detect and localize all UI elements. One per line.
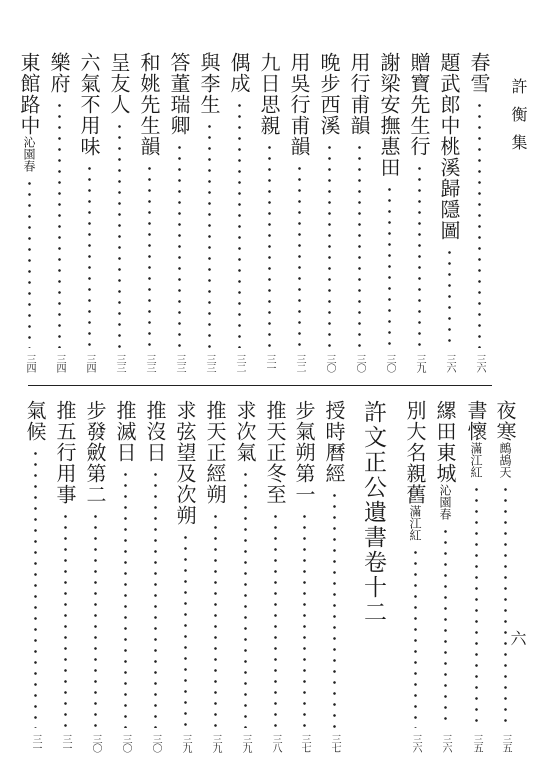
toc-entry-page: 三四 [24, 354, 35, 372]
dot-leader [328, 142, 331, 348]
dot-leader [184, 532, 187, 728]
dot-leader [444, 526, 447, 728]
toc-entry [262, 400, 288, 752]
toc-entry-title [321, 400, 347, 484]
toc-entry [402, 400, 428, 752]
toc-entry-page: 三四 [54, 354, 65, 372]
dot-leader [178, 142, 181, 348]
toc-entry [432, 400, 458, 752]
toc-entry-title-text: 求弦望及次朔 [173, 400, 197, 526]
toc-entry-page: 三〇 [90, 734, 101, 752]
toc-entry [202, 400, 228, 752]
toc-entry [76, 52, 102, 372]
toc-entry-title-text: 步氣朔第一 [292, 400, 316, 505]
toc-entry-title [196, 52, 222, 115]
toc-entry [346, 52, 372, 372]
toc-entry-title-text: 九日思親 [257, 52, 281, 136]
toc-entry-title [256, 52, 282, 136]
toc-entry-title [463, 400, 489, 478]
toc-entry-title-text: 和姚先生韻 [137, 52, 161, 157]
toc-entry [376, 52, 402, 372]
toc-entry [406, 52, 432, 372]
dot-leader [88, 163, 91, 348]
toc-entry [46, 52, 72, 372]
toc-entry-title [436, 52, 462, 241]
toc-entry-page: 三〇 [120, 734, 131, 752]
toc-entry-title [316, 52, 342, 136]
toc-entry-title-text: 謝梁安撫惠田 [377, 52, 401, 178]
toc-entry [256, 52, 282, 372]
toc-entry-title-text: 答董瑞卿 [167, 52, 191, 136]
toc-entry-title-text: 夜寒 [493, 400, 517, 442]
toc-entry-page: 三八 [270, 734, 281, 752]
toc-entry-title-text: 授時曆經 [322, 400, 346, 484]
toc-entry [82, 400, 108, 752]
toc-entry [286, 52, 312, 372]
toc-entry-page: 三九 [414, 354, 425, 372]
toc-entry-page: 三〇 [150, 734, 161, 752]
dot-leader [244, 469, 247, 728]
toc-entry-title-text: 六氣不用味 [77, 52, 101, 157]
toc-entry-title-text: 晚步西溪 [317, 52, 341, 136]
toc-entry [172, 400, 198, 752]
toc-entry-title [166, 52, 192, 136]
toc-entry-title [226, 52, 252, 94]
dot-leader [268, 142, 271, 348]
toc-entry-page: 三三 [114, 354, 125, 372]
toc-entry-title [346, 52, 372, 136]
dot-leader [154, 469, 157, 728]
toc-entry-title [492, 400, 518, 478]
toc-entry-title-text: 書懷 [464, 400, 488, 442]
toc-entry [112, 400, 138, 752]
dot-leader [34, 448, 37, 728]
toc-entry-title [360, 400, 386, 625]
toc-entry-title-text: 別大名親舊 [403, 400, 427, 505]
toc-entry-title-text: 推天正經朔 [203, 400, 227, 505]
toc-entry-page: 三六 [444, 354, 455, 372]
toc-entry [16, 52, 42, 372]
toc-entry-title-text: 呈友人 [107, 52, 131, 115]
toc-entry-page: 三〇 [324, 354, 335, 372]
toc-entry [226, 52, 252, 372]
running-head: 許衡集 [509, 78, 528, 162]
toc-entry-title-text: 求次氣 [233, 400, 257, 463]
toc-entry-title-text: 贈寶先生行 [407, 52, 431, 157]
toc-entry-page: 三六 [410, 734, 421, 752]
toc-entry-subtitle: 沁園春 [438, 484, 452, 520]
toc-entry-subtitle: 滿江紅 [469, 442, 483, 478]
dot-leader [475, 484, 478, 728]
toc-entry-page: 三五 [500, 734, 511, 752]
dot-leader [58, 100, 61, 348]
toc-entry-page: 三七 [329, 734, 340, 752]
dot-leader [298, 163, 301, 348]
toc-entry-title-text: 氣候 [23, 400, 47, 442]
toc-entry [166, 52, 192, 372]
toc-entry-title [286, 52, 312, 157]
toc-entry-page: 三三 [144, 354, 155, 372]
dot-leader [448, 247, 451, 348]
toc-entry-title [76, 52, 102, 157]
toc-entry-title [262, 400, 288, 505]
dot-leader [94, 511, 97, 728]
dot-leader [358, 142, 361, 348]
toc-entry-title [202, 400, 228, 505]
toc-entry-title-text: 推天正冬至 [263, 400, 287, 505]
toc-entry-page: 三三 [174, 354, 185, 372]
toc-entry [196, 52, 222, 372]
toc-entry-page: 三二 [294, 354, 305, 372]
toc-entry-subtitle: 沁園春 [22, 136, 36, 172]
volume-heading [360, 400, 386, 752]
dot-leader [274, 511, 277, 728]
toc-entry-title [376, 52, 402, 178]
toc-entry-title-text: 春雪 [467, 52, 491, 94]
toc-entry-page: 三一 [30, 734, 41, 752]
toc-entry-title-text: 推五行用事 [53, 400, 77, 505]
toc-entry-title [232, 400, 258, 463]
toc-entry-title [52, 400, 78, 505]
toc-entry-title [22, 400, 48, 442]
dot-leader [124, 469, 127, 728]
toc-entry-title [82, 400, 108, 505]
toc-entry-title [16, 52, 42, 172]
toc-entry-page: 三九 [180, 734, 191, 752]
toc-entry [321, 400, 347, 752]
toc-entry-title-text: 推滅日 [113, 400, 137, 463]
toc-entry-title [291, 400, 317, 505]
toc-entry [436, 52, 462, 372]
toc-entry-title-text: 步發斂第二 [83, 400, 107, 505]
toc-entry-title [432, 400, 458, 520]
toc-entry-subtitle: 滿江紅 [408, 505, 422, 541]
dot-leader [388, 184, 391, 348]
toc-entry-title-text: 與李生 [197, 52, 221, 115]
toc-entry [106, 52, 132, 372]
toc-entry [232, 400, 258, 752]
dot-leader [148, 163, 151, 348]
toc-entry-page: 三七 [299, 734, 310, 752]
toc-entry [136, 52, 162, 372]
dot-leader [28, 178, 31, 348]
toc-entry-page: 三九 [240, 734, 251, 752]
toc-entry-page: 三〇 [354, 354, 365, 372]
toc-entry [22, 400, 48, 752]
toc-entry-title [106, 52, 132, 115]
toc-entry-title-text: 偶成 [227, 52, 251, 94]
toc-entry-title [136, 52, 162, 157]
toc-entry [463, 400, 489, 752]
toc-entry-page: 三五 [471, 734, 482, 752]
dot-leader [214, 511, 217, 728]
toc-entry-title-text: 樂府 [47, 52, 71, 94]
toc-entry-subtitle: 鷓鴣天 [498, 442, 512, 478]
dot-leader [64, 511, 67, 728]
section-divider [28, 385, 492, 386]
dot-leader [418, 163, 421, 348]
toc-entry [316, 52, 342, 372]
toc-entry-page: 三六 [474, 354, 485, 372]
toc-entry-title-text: 推沒日 [143, 400, 167, 463]
toc-entry-page: 三九 [210, 734, 221, 752]
dot-leader [333, 490, 336, 728]
toc-entry-page: 三六 [440, 734, 451, 752]
toc-entry [52, 400, 78, 752]
toc-entry-title-text: 東館路中 [17, 52, 41, 136]
toc-entry-title [172, 400, 198, 526]
toc-entry-title [46, 52, 72, 94]
toc-entry-page: 三三 [204, 354, 215, 372]
toc-entry-title-text: 許文正公遺書卷十二 [360, 400, 386, 625]
toc-entry-page: 三二 [234, 354, 245, 372]
dot-leader [414, 547, 417, 728]
dot-leader [208, 121, 211, 348]
page-number: 六 [508, 630, 527, 646]
toc-entry-title [112, 400, 138, 463]
dot-leader [478, 100, 481, 348]
toc-entry-page: 三一 [60, 734, 71, 752]
toc-entry-title-text: 題武郎中桃溪歸隱圖 [437, 52, 461, 241]
toc-entry [492, 400, 518, 752]
toc-entry-page: 三一 [264, 354, 275, 372]
toc-entry-title [142, 400, 168, 463]
toc-entry-title [466, 52, 492, 94]
toc-entry [466, 52, 492, 372]
toc-entry-title-text: 縲田東城 [433, 400, 457, 484]
toc-entry [142, 400, 168, 752]
toc-entry [291, 400, 317, 752]
dot-leader [303, 511, 306, 728]
dot-leader [504, 484, 507, 728]
toc-entry-page: 三四 [84, 354, 95, 372]
dot-leader [118, 121, 121, 348]
toc-entry-title [402, 400, 428, 541]
toc-entry-title [406, 52, 432, 157]
dot-leader [238, 100, 241, 348]
toc-entry-title-text: 用行甫韻 [347, 52, 371, 136]
toc-entry-title-text: 用吳行甫韻 [287, 52, 311, 157]
toc-entry-page: 三〇 [384, 354, 395, 372]
